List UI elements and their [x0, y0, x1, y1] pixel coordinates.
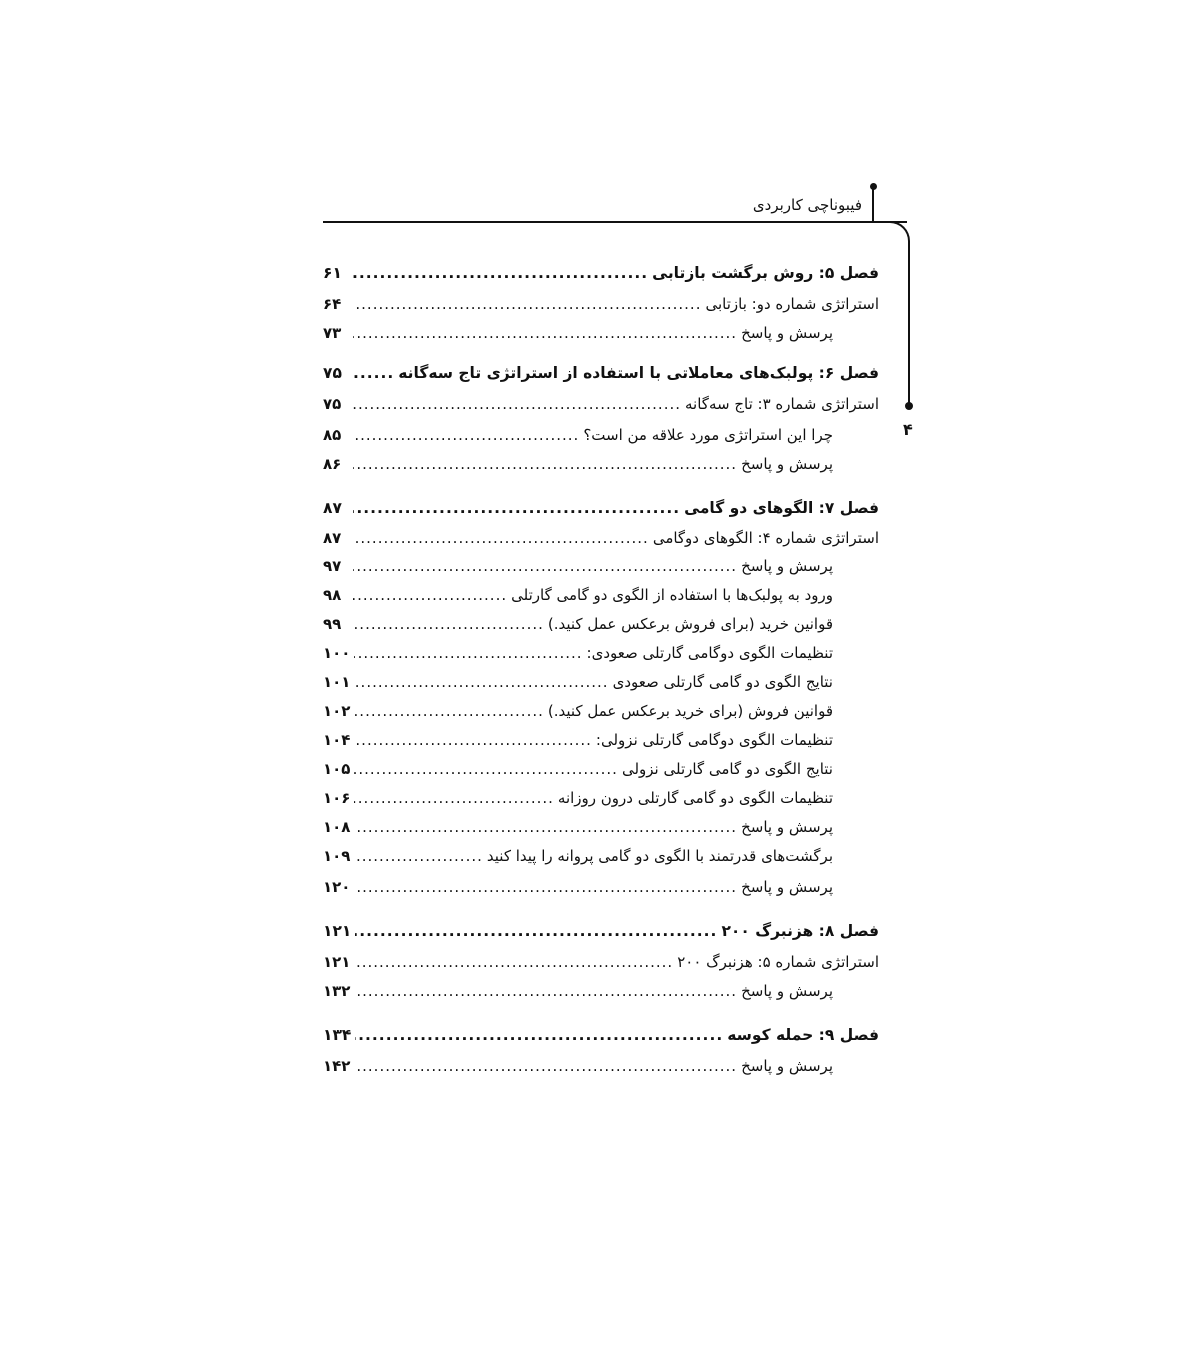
toc-entry-title: فصل ۷: الگوهای دو گامی	[684, 499, 879, 517]
toc-dot-leader	[353, 609, 544, 639]
toc-entry-title: فصل ۹: حمله کوسه	[727, 1026, 879, 1044]
toc-entry-title: استراتژی شماره ۵: هزنبرگ ۲۰۰	[677, 953, 879, 971]
toc-page-number: ۱۰۴	[323, 731, 351, 749]
toc-page-number: ۱۰۲	[323, 702, 351, 720]
toc-entry-row	[323, 638, 833, 668]
toc-dot-leader	[354, 841, 482, 871]
toc-dot-leader	[353, 420, 579, 450]
toc-entry-title: قوانین خرید (برای فروش برعکس عمل کنید.)	[547, 615, 833, 633]
toc-page-number: ۸۶	[323, 455, 342, 473]
toc-dot-leader	[353, 449, 737, 479]
toc-dot-leader	[353, 551, 737, 581]
toc-page-number: ۷۵	[323, 395, 342, 413]
toc-dot-leader	[354, 696, 543, 726]
toc-dot-leader	[353, 358, 394, 388]
toc-dot-leader	[355, 916, 717, 946]
toc-entry-row	[323, 551, 833, 581]
toc-dot-leader	[354, 976, 737, 1006]
toc-page-number: ۸۷	[323, 529, 342, 547]
toc-entry-row	[323, 1051, 833, 1081]
header-vertical-rule	[872, 188, 874, 222]
toc-dot-leader	[353, 580, 507, 610]
header-rule	[323, 221, 907, 223]
toc-entry-title: نتایج الگوی دو گامی گارتلی نزولی	[621, 760, 833, 778]
toc-dot-leader	[353, 523, 649, 553]
toc-entry-title: پرسش و پاسخ	[741, 878, 833, 896]
toc-page-number: ۸۷	[323, 499, 342, 517]
toc-dot-leader	[354, 947, 673, 977]
page-number: ۴	[903, 420, 913, 439]
toc-entry-title: ورود به پولبک‌ها با استفاده از الگوی دو گامی گارتلی	[511, 586, 833, 604]
toc-entry-row	[323, 289, 879, 319]
toc-entry-title: برگشت‌های قدرتمند با الگوی دو گامی پروانه را پیدا کنید	[486, 847, 833, 865]
toc-page-number: ۱۰۰	[323, 644, 351, 662]
toc-chapter-row	[323, 1020, 879, 1050]
toc-dot-leader	[353, 289, 701, 319]
toc-dot-leader	[355, 1020, 723, 1050]
toc-entry-row	[323, 754, 833, 784]
toc-entry-title: پرسش و پاسخ	[741, 818, 833, 836]
toc-entry-title: پرسش و پاسخ	[741, 557, 833, 575]
toc-dot-leader	[353, 318, 737, 348]
toc-entry-title: تنظیمات الگوی دو گامی گارتلی درون روزانه	[557, 789, 833, 807]
toc-entry-row	[323, 725, 833, 755]
toc-entry-row	[323, 449, 833, 479]
toc-entry-row	[323, 318, 833, 348]
toc-page-number: ۶۴	[323, 295, 342, 313]
toc-page-number: ۱۲۱	[323, 922, 352, 940]
toc-page-number: ۱۲۰	[323, 878, 351, 896]
toc-dot-leader	[354, 754, 618, 784]
toc-dot-leader	[354, 667, 608, 697]
toc-entry-row	[323, 609, 833, 639]
toc-page-number: ۱۰۶	[323, 789, 351, 807]
running-header-title: فیبوناچی کاربردی	[752, 196, 862, 214]
toc-page-number: ۱۳۲	[323, 982, 351, 1000]
margin-frame-line	[890, 221, 910, 406]
toc-entry-row	[323, 667, 833, 697]
toc-dot-leader	[354, 638, 582, 668]
toc-page-number: ۹۹	[323, 615, 342, 633]
toc-entry-title: فصل ۵: روش برگشت بازتابی	[652, 264, 879, 282]
toc-page-number: ۱۰۵	[323, 760, 351, 778]
toc-entry-row	[323, 976, 833, 1006]
toc-page-number: ۹۸	[323, 586, 342, 604]
toc-entry-title: چرا این استراتژی مورد علاقه من است؟	[583, 426, 833, 444]
toc-dot-leader	[354, 872, 737, 902]
toc-page-number: ۱۰۱	[323, 673, 351, 691]
toc-entry-row	[323, 523, 879, 553]
toc-dot-leader	[354, 725, 591, 755]
toc-entry-title: پرسش و پاسخ	[741, 1057, 833, 1075]
toc-entry-title: استراتژی شماره دو: بازتابی	[705, 295, 879, 313]
toc-entry-title: قوانین فروش (برای خرید برعکس عمل کنید.)	[547, 702, 833, 720]
toc-page-number: ۸۵	[323, 426, 342, 444]
toc-entry-title: نتایج الگوی دو گامی گارتلی صعودی	[612, 673, 833, 691]
toc-entry-row	[323, 580, 833, 610]
toc-chapter-row	[323, 493, 879, 523]
toc-entry-title: فصل ۸: هزنبرگ ۲۰۰	[721, 922, 879, 940]
toc-entry-title: تنظیمات الگوی دوگامی گارتلی نزولی:	[595, 731, 833, 749]
toc-page-number: ۷۵	[323, 364, 342, 382]
toc-entry-row	[323, 947, 879, 977]
toc-entry-title: پرسش و پاسخ	[741, 982, 833, 1000]
toc-dot-leader	[353, 493, 680, 523]
toc-entry-row	[323, 812, 833, 842]
toc-dot-leader	[353, 258, 648, 288]
toc-page-number: ۱۳۴	[323, 1026, 352, 1044]
toc-entry-title: پرسش و پاسخ	[741, 455, 833, 473]
toc-entry-row	[323, 783, 833, 813]
toc-entry-row	[323, 872, 833, 902]
toc-page-number: ۷۳	[323, 324, 342, 342]
toc-entry-title: استراتژی شماره ۳: تاج سه‌گانه	[685, 395, 879, 413]
toc-entry-title: استراتژی شماره ۴: الگوهای دوگامی	[652, 529, 879, 547]
toc-entry-row	[323, 696, 833, 726]
toc-entry-title: پرسش و پاسخ	[741, 324, 833, 342]
toc-page-number: ۱۰۸	[323, 818, 351, 836]
toc-dot-leader	[353, 389, 681, 419]
toc-dot-leader	[354, 783, 553, 813]
toc-entry-title: فصل ۶: پولبک‌های معاملاتی با استفاده از استراتژی تاج سه‌گانه	[398, 364, 879, 382]
toc-chapter-row	[323, 358, 879, 388]
toc-page-number: ۱۲۱	[323, 953, 351, 971]
toc-entry-row	[323, 420, 833, 450]
toc-entry-row	[323, 841, 833, 871]
toc-page-number: ۱۰۹	[323, 847, 351, 865]
toc-dot-leader	[354, 812, 737, 842]
toc-chapter-row	[323, 258, 879, 288]
toc-entry-title: تنظیمات الگوی دوگامی گارتلی صعودی:	[586, 644, 833, 662]
toc-page-number: ۹۷	[323, 557, 342, 575]
toc-page-number: ۱۴۲	[323, 1057, 351, 1075]
margin-dot-ornament	[905, 402, 913, 410]
toc-dot-leader	[354, 1051, 737, 1081]
toc-page-number: ۶۱	[323, 264, 342, 282]
toc-entry-row	[323, 389, 879, 419]
toc-chapter-row	[323, 916, 879, 946]
